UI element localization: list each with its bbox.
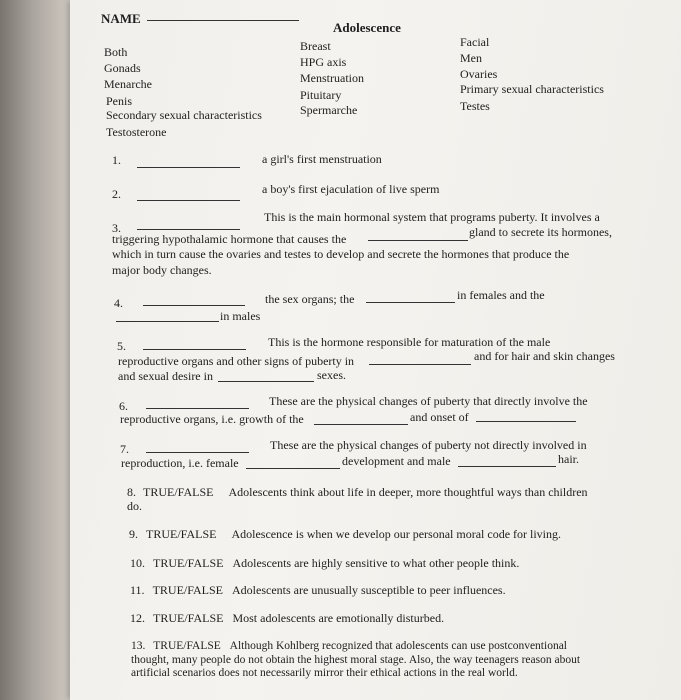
question-text: and for hair and skin changes [474,349,615,363]
word-bank-term: Penis [106,94,133,108]
question-text: Adolescents think about life in deeper, more thoughtful ways than children [228,485,588,499]
word-bank-term: Gonads [104,61,141,75]
question-number: 13. [131,640,146,652]
tf-item-9 [129,527,561,541]
question-text: the sex organs; the [265,292,355,306]
question-number: 3. [112,221,121,235]
question-number: 7. [120,442,129,456]
answer-blank[interactable] [246,468,340,469]
answer-blank[interactable] [143,305,245,306]
word-bank-term: Spermarche [300,103,358,117]
question-number: 2. [112,187,121,201]
answer-blank[interactable] [314,424,408,425]
name-blank[interactable] [147,20,299,21]
name-label: NAME [101,11,141,26]
question-number: 10. [130,556,145,570]
word-bank-term: Facial [460,35,490,49]
question-text: reproduction, i.e. female [121,456,239,470]
question-text: artificial scenarios does not necessarily mirror their ethical actions in the real world. [131,667,518,679]
word-bank-term: Menarche [104,77,152,91]
word-bank-term: Testes [460,99,490,113]
question-text: gland to secrete its hormones, [469,225,612,239]
question-number: 9. [129,527,138,541]
question-text: Adolescents are highly sensitive to what other people think. [232,556,520,570]
true-false-label[interactable]: TRUE/FALSE [153,611,224,625]
question-number: 11. [130,583,145,597]
answer-blank[interactable] [366,302,455,303]
question-text: reproductive organs, i.e. growth of the [120,412,304,426]
answer-blank[interactable] [146,452,249,453]
question-number: 5. [117,339,126,353]
tf-item-13 [131,639,567,653]
question-text: This is the hormone responsible for maturation of the male [268,335,551,349]
tf-item-10 [130,556,519,570]
question-text: a girl's first menstruation [262,152,382,166]
question-text: development and male [342,454,451,468]
word-bank-term: Breast [300,39,331,53]
answer-blank[interactable] [476,421,576,422]
question-text: major body changes. [112,263,212,277]
word-bank-term: Men [460,51,482,65]
question-text: triggering hypothalamic hormone that causes the [112,232,347,246]
true-false-label[interactable]: TRUE/FALSE [146,527,217,541]
question-text: This is the main hormonal system that programs puberty. It involves a [264,210,600,224]
question-text: which in turn cause the ovaries and testes to develop and secrete the hormones that produce the [112,247,570,261]
question-number: 1. [112,153,121,167]
question-number: 12. [130,611,145,625]
true-false-label[interactable]: TRUE/FALSE [152,583,224,597]
question-text: Although Kohlberg recognized that adolescents can use postconventional [229,640,567,652]
question-text: and sexual desire in [118,369,213,383]
question-number: 4. [114,296,123,310]
word-bank-term: Menstruation [300,71,364,85]
question-text: Adolescents are unusually susceptible to peer influences. [232,583,506,597]
word-bank-term: Primary sexual characteristics [460,82,604,96]
background-desk [0,0,70,700]
question-number: 8. [127,485,136,499]
question-text: thought, many people do not obtain the highest moral stage. Also, the way teenagers reason about [131,654,581,666]
answer-blank[interactable] [137,229,240,230]
question-text: hair. [558,452,579,466]
question-number: 6. [119,399,128,413]
word-bank-title: Adolescence [333,20,401,35]
answer-blank[interactable] [143,349,246,350]
word-bank-term: HPG axis [300,55,347,69]
answer-blank[interactable] [368,240,468,241]
answer-blank[interactable] [458,466,556,467]
answer-blank[interactable] [218,381,314,382]
question-text: in females and the [457,288,545,302]
question-text: a boy's first ejaculation of live sperm [262,182,440,196]
question-text: sexes. [317,368,346,382]
word-bank-term: Secondary sexual characteristics [106,108,262,122]
true-false-label[interactable]: TRUE/FALSE [153,640,221,652]
tf-item-8 [127,485,588,499]
word-bank-term: Both [104,45,128,59]
question-text: in males [220,309,261,323]
answer-blank[interactable] [116,321,219,322]
tf-item-11 [130,583,506,597]
answer-blank[interactable] [137,200,240,201]
tf-item-12 [130,611,444,625]
question-text: do. [127,499,142,513]
word-bank-term: Ovaries [460,67,498,81]
true-false-label[interactable]: TRUE/FALSE [143,485,214,499]
true-false-label[interactable]: TRUE/FALSE [153,556,224,570]
word-bank-term: Pituitary [300,88,342,102]
answer-blank[interactable] [369,364,471,365]
answer-blank[interactable] [137,167,240,168]
answer-blank[interactable] [146,408,249,409]
question-text: reproductive organs and other signs of puberty in [118,354,355,368]
question-text: These are the physical changes of puberty not directly involved in [270,438,587,452]
question-text: Adolescence is when we develop our personal moral code for living. [231,527,562,541]
question-text: These are the physical changes of puberty that directly involve the [269,394,588,408]
question-text: Most adolescents are emotionally disturbed. [232,611,445,625]
word-bank-term: Testosterone [106,125,167,139]
question-text: and onset of [410,410,469,424]
